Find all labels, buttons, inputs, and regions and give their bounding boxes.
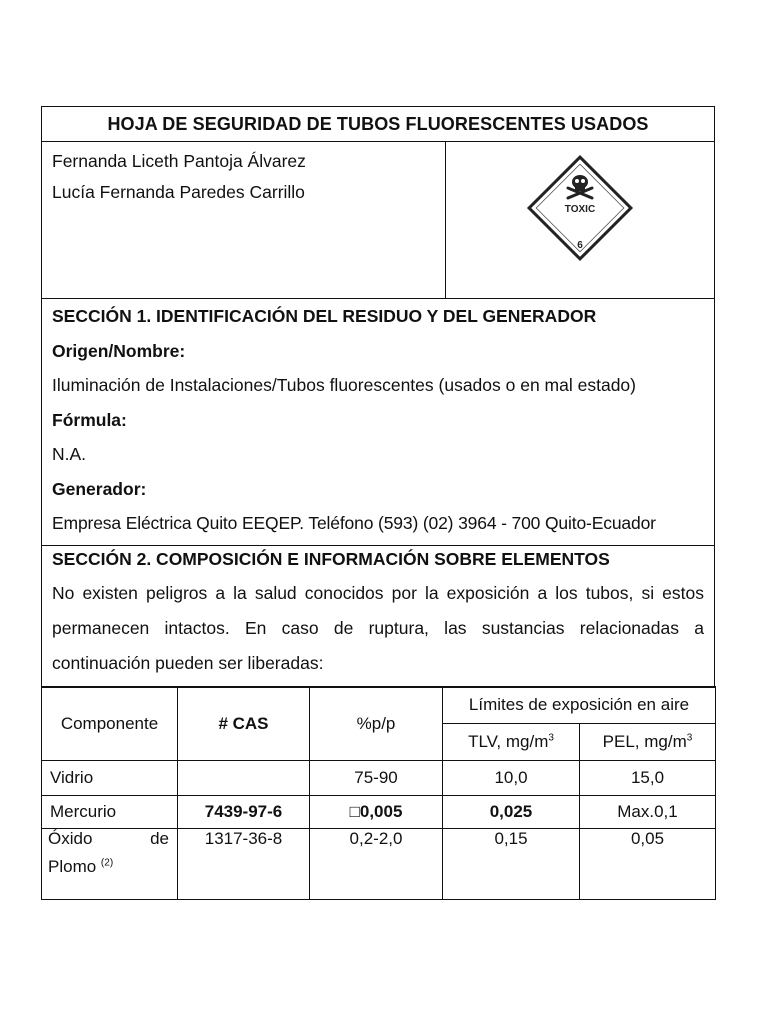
section-2-paragraph: No existen peligros a la salud conocidos por la exposición a los tubos, si estos permanecen intactos. En caso de ruptura, las sustancias relacionadas a continuación pueden ser liberadas:: [52, 583, 704, 673]
generator-value: Empresa Eléctrica Quito EEQEP. Teléfono (593) (02) 3964 - 700 Quito-Ecuador: [52, 513, 656, 533]
cell-cas: 1317-36-8: [178, 829, 310, 900]
header-cas: # CAS: [178, 687, 310, 761]
table-row: [42, 761, 716, 796]
toxic-skull-crossbones-icon: [522, 150, 638, 266]
cell-tlv: 10,0: [443, 761, 580, 796]
cell-pel: Max.0,1: [580, 796, 716, 829]
cell-pel: 0,05: [580, 829, 716, 900]
header-pel: PEL, $mg/m^3$: [580, 724, 716, 761]
author-name: Fernanda Liceth Pantoja Álvarez: [52, 151, 306, 171]
header-limits: Límites de exposición en aire: [443, 687, 716, 724]
header-tlv: TLV, $mg/m^3$: [443, 724, 580, 761]
pictogram-class: 6: [577, 240, 583, 251]
authors-list: [42, 142, 446, 298]
cell-tlv: 0,15: [443, 829, 580, 900]
section-1: [41, 299, 715, 546]
table-row: [42, 796, 716, 829]
formula-label: Fórmula:: [52, 409, 127, 430]
section-1-heading: SECCIÓN 1. IDENTIFICACIÓN DEL RESIDUO Y DEL GENERADOR: [52, 306, 597, 326]
authors-row: [41, 142, 715, 299]
cell-cas: 7439-97-6: [178, 796, 310, 829]
cell-componente: Mercurio: [42, 796, 178, 829]
cell-pel: 15,0: [580, 761, 716, 796]
formula-value: N.A.: [52, 444, 87, 464]
cell-pp: □0,005: [310, 796, 443, 829]
section-2: [41, 546, 715, 688]
document-title: HOJA DE SEGURIDAD DE TUBOS FLUORESCENTES USADOS: [41, 106, 715, 142]
table-header-row: [42, 687, 716, 724]
safety-sheet: [41, 106, 715, 688]
cell-pp: 0,2-2,0: [310, 829, 443, 900]
cell-cas: [178, 761, 310, 796]
cell-pp: 75-90: [310, 761, 443, 796]
hazard-pictogram: [446, 142, 714, 298]
section-2-heading: SECCIÓN 2. COMPOSICIÓN E INFORMACIÓN SOBRE ELEMENTOS: [52, 549, 610, 569]
pictogram-label: TOXIC: [564, 204, 596, 215]
composition-table: [41, 686, 716, 900]
origin-label: Origen/Nombre:: [52, 340, 186, 361]
header-componente: Componente: [42, 687, 178, 761]
author-name: Lucía Fernanda Paredes Carrillo: [52, 182, 305, 202]
cell-componente: Vidrio: [42, 761, 178, 796]
table-row: [42, 829, 716, 900]
generator-label: Generador:: [52, 478, 147, 499]
cell-tlv: 0,025: [443, 796, 580, 829]
header-pp: %p/p: [310, 687, 443, 761]
cell-componente: Óxido de Plomo $^{(2)}$: [42, 829, 178, 900]
origin-value: Iluminación de Instalaciones/Tubos fluorescentes (usados o en mal estado): [52, 375, 636, 395]
